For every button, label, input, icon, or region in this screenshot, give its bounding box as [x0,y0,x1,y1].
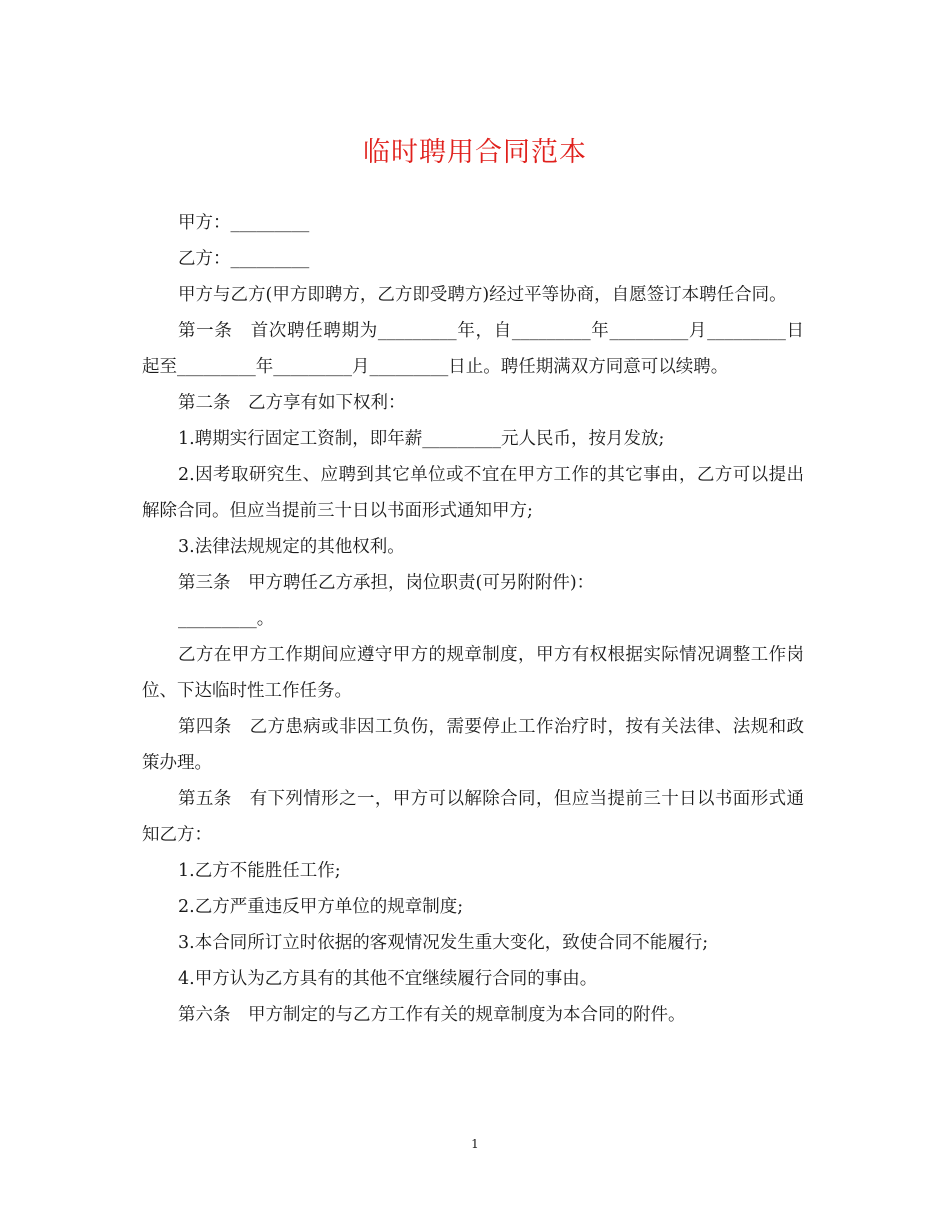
article-2-heading: 第二条 乙方享有如下权利： [178,393,406,413]
document-title: 临时聘用合同范本 [363,137,587,168]
article-2-item-1: 1.聘期实行固定工资制，即年薪_________元人民币，按月发放; [178,429,665,449]
article-3-blank-line: _________。 [178,609,275,629]
article-4-paragraph: 第四条 乙方患病或非因工负伤，需要停止工作治疗时，按有关法律、法规和政策办理。 [142,717,804,773]
article-3-heading: 第三条 甲方聘任乙方承担，岗位职责(可另附附件)： [178,573,595,593]
party-b-line: 乙方：_________ [178,249,310,269]
document-body [142,205,804,1033]
article-2-item-2: 2.因考取研究生、应聘到其它单位或不宜在甲方工作的其它事由，乙方可以提出解除合同。但应当提前三十日以书面形式通知甲方; [142,465,804,521]
article-5-item-2: 2.乙方严重违反甲方单位的规章制度; [178,897,464,917]
article-6-paragraph: 第六条 甲方制定的与乙方工作有关的规章制度为本合同的附件。 [178,1005,686,1025]
article-3-paragraph: 乙方在甲方工作期间应遵守甲方的规章制度，甲方有权根据实际情况调整工作岗位、下达临时性工作任务。 [142,645,804,701]
preamble-paragraph: 甲方与乙方(甲方即聘方，乙方即受聘方)经过平等协商，自愿签订本聘任合同。 [178,285,787,305]
article-5-item-1: 1.乙方不能胜任工作; [178,861,341,881]
party-a-line: 甲方：_________ [178,213,310,233]
article-5-paragraph: 第五条 有下列情形之一，甲方可以解除合同，但应当提前三十日以书面形式通知乙方： [142,789,804,845]
article-2-item-3: 3.法律法规规定的其他权利。 [178,537,405,557]
article-1-paragraph: 第一条 首次聘任聘期为_________年，自_________年_________月_________日起至_________年_________月_________日止。聘任期满双方同意可以续聘。 [142,321,804,377]
page-number: 1 [471,1137,479,1151]
article-5-item-4: 4.甲方认为乙方具有的其他不宜继续履行合同的事由。 [178,969,598,989]
article-5-item-3: 3.本合同所订立时依据的客观情况发生重大变化，致使合同不能履行; [178,933,709,953]
